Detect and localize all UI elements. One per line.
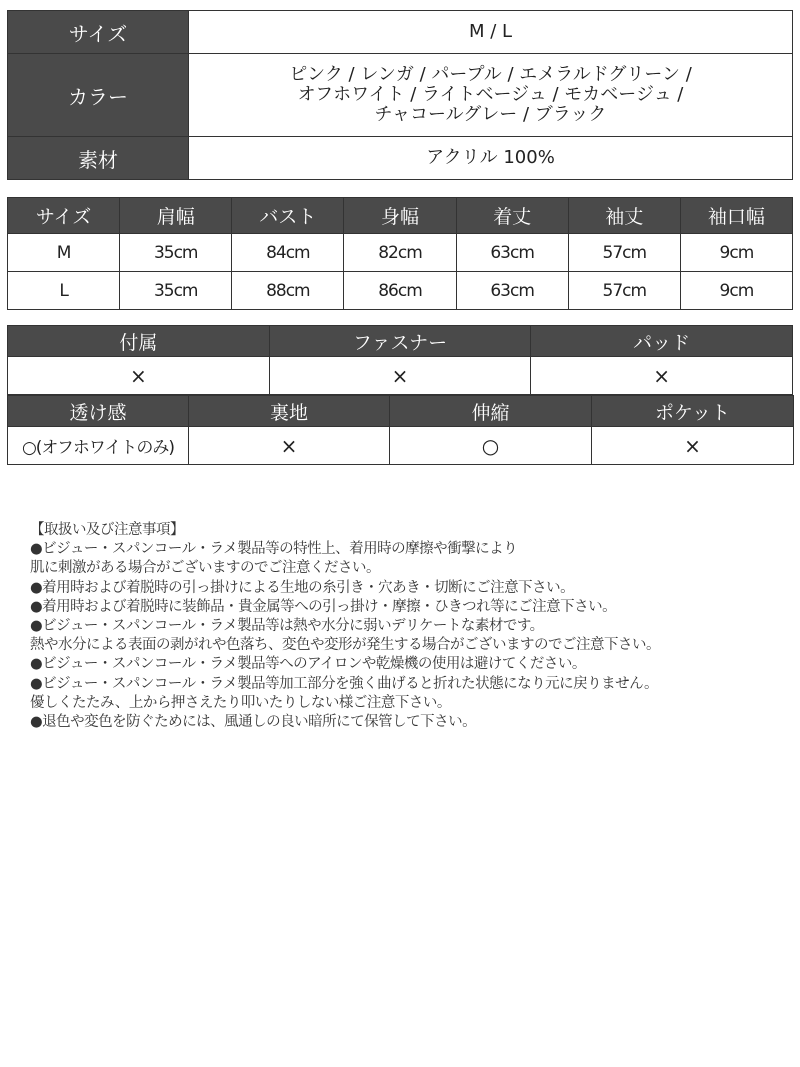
feature-header-pad: パッド [531, 326, 793, 357]
size-header-body-width: 身幅 [344, 198, 456, 234]
size-cell: 9cm [680, 272, 792, 310]
material-value: アクリル 100% [189, 137, 793, 180]
feature-header-lining: 裏地 [189, 396, 390, 427]
feature-value: × [8, 357, 270, 395]
features-table-1 [7, 325, 793, 395]
feature-header-stretch: 伸縮 [390, 396, 592, 427]
size-table [7, 197, 793, 310]
table-row [8, 357, 793, 395]
note-line: ●退色や変色を防ぐためには、風通しの良い暗所にて保管して下さい。 [30, 714, 477, 731]
size-cell: M [8, 234, 120, 272]
table-row [8, 234, 793, 272]
note-line: ●ビジュー・スパンコール・ラメ製品等は熱や水分に弱いデリケートな素材です。 [30, 618, 544, 635]
size-cell: 35cm [120, 234, 232, 272]
size-cell: 88cm [232, 272, 344, 310]
size-cell: 63cm [456, 272, 568, 310]
size-table-header [8, 198, 793, 234]
material-label: 素材 [8, 137, 189, 180]
feature-value: ○ [390, 427, 592, 465]
note-line: ●ビジュー・スパンコール・ラメ製品等加工部分を強く曲げると折れた状態になり元に戻りません。 [30, 675, 659, 692]
note-line: 肌に刺激がある場合がございますのでご注意ください。 [30, 560, 380, 577]
note-line: ●着用時および着脱時に装飾品・貴金属等への引っ掛け・摩擦・ひきつれ等にご注意下さい。 [30, 598, 617, 615]
size-cell: 9cm [680, 234, 792, 272]
size-cell: 57cm [568, 234, 680, 272]
size-cell: 63cm [456, 234, 568, 272]
note-line: ●ビジュー・スパンコール・ラメ製品等の特性上、着用時の摩擦や衝撃により [30, 541, 518, 558]
size-cell: L [8, 272, 120, 310]
size-cell: 86cm [344, 272, 456, 310]
size-header-size: サイズ [8, 198, 120, 234]
size-header-length: 着丈 [456, 198, 568, 234]
size-header-sleeve: 袖丈 [568, 198, 680, 234]
feature-header-accessory: 付属 [8, 326, 270, 357]
features-header [8, 396, 794, 427]
note-line: ●着用時および着脱時の引っ掛けによる生地の糸引き・穴あき・切断にご注意下さい。 [30, 579, 575, 596]
color-label: カラー [8, 54, 189, 137]
size-cell: 82cm [344, 234, 456, 272]
color-value [189, 54, 793, 137]
spec-table [7, 10, 793, 180]
size-cell: 35cm [120, 272, 232, 310]
note-line: ●ビジュー・スパンコール・ラメ製品等へのアイロンや乾燥機の使用は避けてください。 [30, 656, 586, 673]
size-cell: 57cm [568, 272, 680, 310]
spec-row-color [8, 54, 793, 137]
size-cell: 84cm [232, 234, 344, 272]
color-line: ピンク / レンガ / パープル / エメラルドグリーン / [289, 64, 692, 85]
table-row [8, 272, 793, 310]
feature-header-sheerness: 透け感 [8, 396, 189, 427]
size-header-shoulder: 肩幅 [120, 198, 232, 234]
note-line: 熱や水分による表面の剥がれや色落ち、変色や変形が発生する場合がございますのでご注意下さい。 [30, 637, 660, 654]
color-line: オフホワイト / ライトベージュ / モカベージュ / [297, 84, 684, 105]
features-header [8, 326, 793, 357]
spec-row-size [8, 11, 793, 54]
feature-header-zipper: ファスナー [269, 326, 531, 357]
feature-header-pocket: ポケット [592, 396, 794, 427]
feature-value: × [189, 427, 390, 465]
size-label: サイズ [8, 11, 189, 54]
table-row [8, 427, 794, 465]
feature-value: × [531, 357, 793, 395]
feature-value: ○(オフホワイトのみ) [8, 427, 189, 465]
size-header-cuff: 袖口幅 [680, 198, 792, 234]
notes-heading: 【取扱い及び注意事項】 [30, 522, 184, 538]
note-line: 優しくたたみ、上から押さえたり叩いたりしない様ご注意下さい。 [30, 694, 451, 711]
feature-value: × [592, 427, 794, 465]
color-line: チャコールグレー / ブラック [374, 104, 607, 125]
spec-row-material [8, 137, 793, 180]
care-notes [30, 521, 800, 732]
feature-value: × [269, 357, 531, 395]
size-header-bust: バスト [232, 198, 344, 234]
features-table-2 [7, 395, 794, 465]
size-value: M / L [189, 11, 793, 54]
